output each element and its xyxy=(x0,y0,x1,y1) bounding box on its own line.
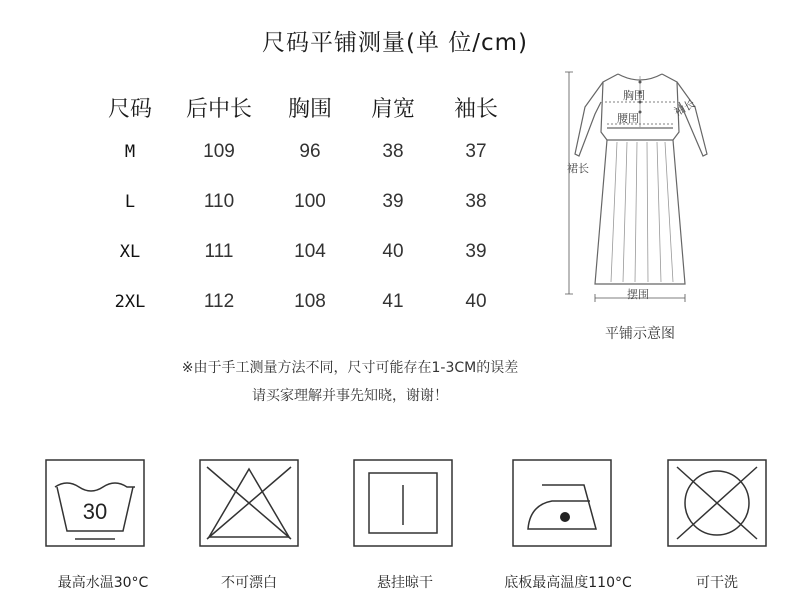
note-thanks: 请买家理解并事先知晓，谢谢！ xyxy=(252,388,448,404)
label-hem: 摆围 xyxy=(627,288,649,301)
dress-sketch xyxy=(555,62,725,312)
cell-size: 2XL xyxy=(114,292,146,312)
care-label-wash: 最高水温30°C xyxy=(57,575,149,591)
header-chest: 胸围 xyxy=(287,96,332,122)
sketch-caption: 平铺示意图 xyxy=(605,326,675,342)
label-chest: 胸围 xyxy=(623,89,645,102)
care-label-line-dry: 悬挂晾干 xyxy=(377,575,433,591)
cell-shoulder: 39 xyxy=(382,191,404,212)
table-row xyxy=(96,227,512,277)
care-label-dry-clean: 可干洗 xyxy=(696,575,738,591)
cell-back-length: 110 xyxy=(203,191,235,212)
cell-size: XL xyxy=(119,242,141,262)
page-title: 尺码平铺测量(单 位/cm) xyxy=(261,30,529,56)
dry-clean-icon xyxy=(667,459,767,547)
cell-shoulder: 41 xyxy=(382,291,404,312)
cell-shoulder: 38 xyxy=(382,141,404,162)
header-shoulder: 肩宽 xyxy=(370,96,415,122)
care-label-no-bleach: 不可漂白 xyxy=(221,575,277,591)
note-measurement-error: ※由于手工测量方法不同，尺寸可能存在1-3CM的误差 xyxy=(181,360,519,376)
table-row xyxy=(96,127,512,177)
header-size: 尺码 xyxy=(107,96,152,122)
header-back-length: 后中长 xyxy=(185,96,252,122)
cell-sleeve: 40 xyxy=(465,291,487,312)
cell-shoulder: 40 xyxy=(382,241,404,262)
cell-back-length: 109 xyxy=(203,141,235,162)
label-skirt: 裙长 xyxy=(567,162,589,175)
wash-temp-text: 30 xyxy=(82,499,108,524)
iron-110-icon xyxy=(512,459,612,547)
cell-sleeve: 37 xyxy=(465,141,487,162)
cell-size: L xyxy=(124,192,136,212)
no-bleach-icon xyxy=(199,459,299,547)
measure-lines xyxy=(565,72,685,302)
label-waist: 腰围 xyxy=(617,112,639,125)
cell-size: M xyxy=(124,142,136,162)
care-label-iron: 底板最高温度110°C xyxy=(504,575,632,591)
cell-chest: 104 xyxy=(294,241,326,262)
cell-back-length: 111 xyxy=(204,241,234,262)
wash-30-icon xyxy=(45,459,145,547)
cell-sleeve: 39 xyxy=(465,241,487,262)
size-table xyxy=(96,87,512,327)
header-sleeve: 袖长 xyxy=(453,96,498,122)
cell-back-length: 112 xyxy=(203,291,235,312)
label-sleeve: 袖长 xyxy=(671,96,698,119)
cell-chest: 108 xyxy=(294,291,326,312)
cell-chest: 100 xyxy=(294,191,326,212)
table-row xyxy=(96,177,512,227)
table-header-row xyxy=(96,87,512,127)
cell-chest: 96 xyxy=(299,141,321,162)
table-row xyxy=(96,277,512,327)
cell-sleeve: 38 xyxy=(465,191,487,212)
line-dry-icon xyxy=(353,459,453,547)
